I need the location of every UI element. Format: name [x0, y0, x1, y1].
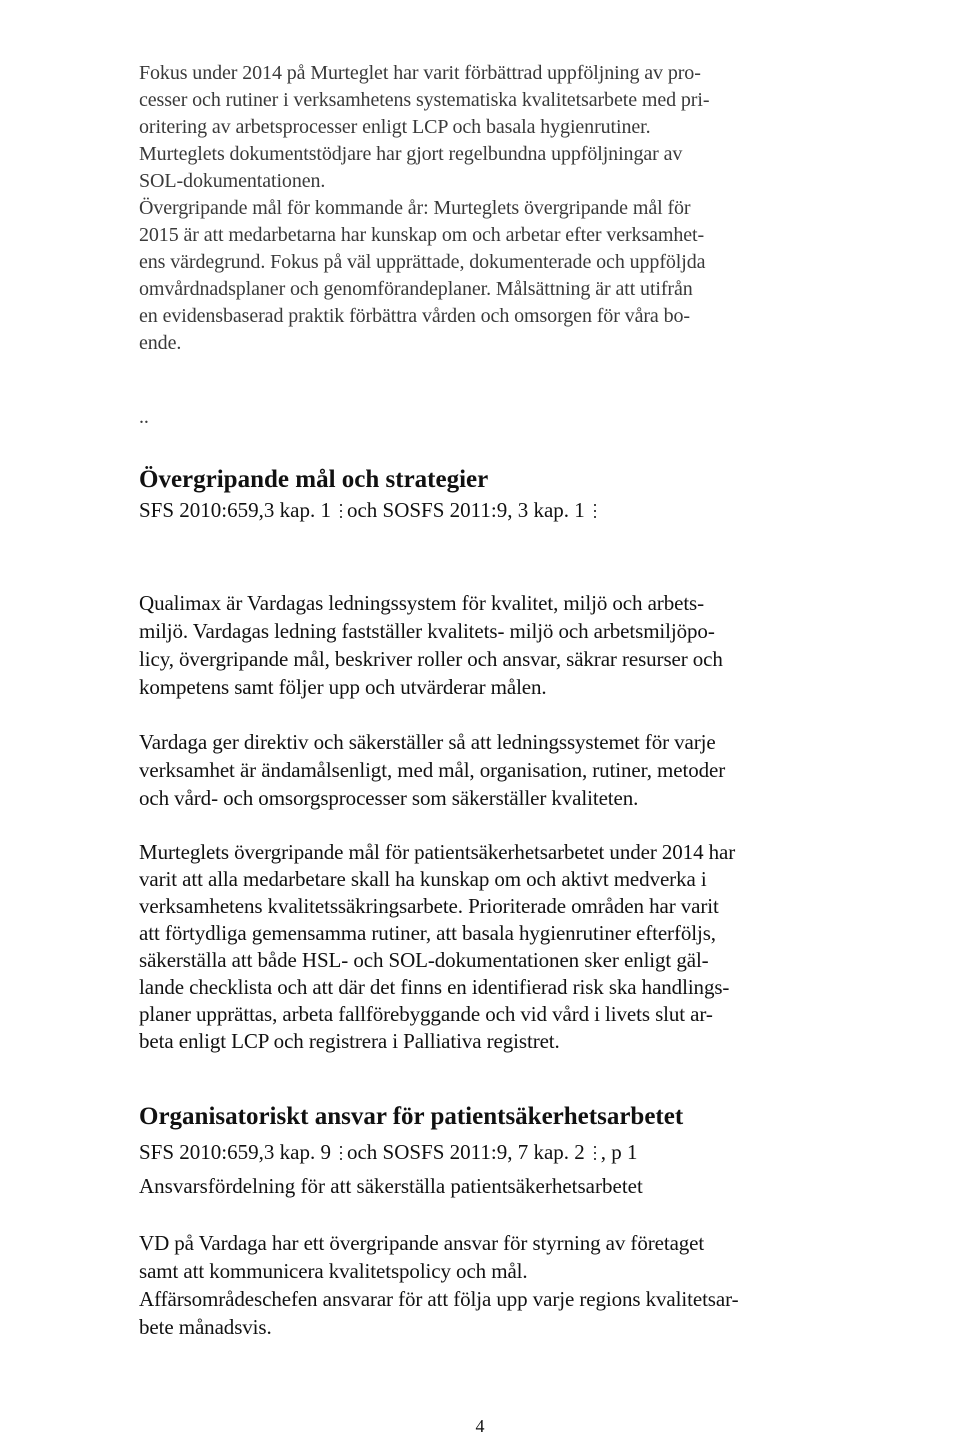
text-line: beta enligt LCP och registrera i Palliativa registret.: [139, 1029, 560, 1053]
text-line: miljö. Vardagas ledning fastställer kvalitets- miljö och arbetsmiljöpo-: [139, 619, 715, 643]
text-line: verksamhetens kvalitetssäkringsarbete. Prioriterade områden har varit: [139, 894, 719, 918]
text-line: bete månadsvis.: [139, 1315, 272, 1339]
text-line: samt att kommunicera kvalitetspolicy och mål.: [139, 1259, 528, 1283]
text-line: omvårdnadsplaner och genomförandeplaner. Målsättning är att utifrån: [139, 278, 693, 300]
text-line: Murteglets övergripande mål för patientsäkerhetsarbetet under 2014 har: [139, 840, 736, 864]
text-line: Affärsområdeschefen ansvarar för att följa upp varje regions kvalitetsar-: [139, 1287, 739, 1311]
text-line: licy, övergripande mål, beskriver roller och ansvar, säkrar resurser och: [139, 647, 723, 671]
paragraph-sign-icon: [591, 502, 599, 520]
text-line: planer upprättas, arbeta fallförebyggande och vid vård i livets slut ar-: [139, 1002, 713, 1026]
text-line: och vård- och omsorgsprocesser som säkerställer kvaliteten.: [139, 786, 639, 810]
text-line: att förtydliga gemensamma rutiner, att basala hygienrutiner efterföljs,: [139, 921, 716, 945]
text-line: Vardaga ger direktiv och säkerställer så att ledningssystemet för varje: [139, 730, 716, 754]
section-subtitle: Ansvarsfördelning för att säkerställa patientsäkerhetsarbetet: [139, 1174, 643, 1198]
text-line: cesser och rutiner i verksamhetens systematiska kvalitetsarbete med pri-: [139, 89, 710, 111]
paragraph-sign-icon: [591, 1144, 599, 1162]
section-heading-organisational-responsibility: Organisatoriskt ansvar för patientsäkerhetsarbetet: [139, 1103, 684, 1130]
text-line: Övergripande mål för kommande år: Murteglets övergripande mål för: [139, 197, 691, 219]
text-line: Murteglets dokumentstödjare har gjort regelbundna uppföljningar av: [139, 143, 683, 165]
text-line: SOL-dokumentationen.: [139, 170, 326, 192]
page-number: 4: [475, 1416, 485, 1436]
paragraph-sign-icon: [337, 502, 345, 520]
text-line: 2015 är att medarbetarna har kunskap om och arbetar efter verksamhet-: [139, 224, 705, 246]
text-line: Fokus under 2014 på Murteglet har varit förbättrad uppföljning av pro-: [139, 62, 701, 84]
dots-marker: ..: [139, 406, 149, 428]
section-heading-strategies: Övergripande mål och strategier: [139, 466, 489, 493]
text-line: Qualimax är Vardagas ledningssystem för kvalitet, miljö och arbets-: [139, 591, 705, 615]
text-line: verksamhet är ändamålsenligt, med mål, organisation, rutiner, metoder: [139, 758, 726, 782]
reference-text: SFS 2010:659,3 kap. 1: [139, 498, 331, 522]
legal-reference: [139, 497, 601, 523]
paragraph-sign-icon: [337, 1144, 345, 1162]
legal-reference: [139, 1139, 638, 1165]
reference-text: och SOSFS 2011:9, 7 kap. 2: [346, 1140, 585, 1164]
text-line: oritering av arbetsprocesser enligt LCP och basala hygienrutiner.: [139, 116, 651, 138]
text-line: varit att alla medarbetare skall ha kunskap om och aktivt medverka i: [139, 867, 707, 891]
text-line: VD på Vardaga har ett övergripande ansvar för styrning av företaget: [139, 1231, 705, 1255]
reference-text: och SOSFS 2011:9, 3 kap. 1: [346, 498, 585, 522]
reference-text: , p 1: [600, 1140, 638, 1164]
text-line: en evidensbaserad praktik förbättra vården och omsorgen för våra bo-: [139, 305, 690, 327]
text-line: ens värdegrund. Fokus på väl upprättade, dokumenterade och uppföljda: [139, 251, 706, 273]
text-line: ende.: [139, 332, 182, 354]
text-line: kompetens samt följer upp och utvärderar målen.: [139, 675, 547, 699]
text-line: säkerställa att både HSL- och SOL-dokumentationen sker enligt gäl-: [139, 948, 709, 972]
reference-text: SFS 2010:659,3 kap. 9: [139, 1140, 331, 1164]
text-line: lande checklista och att där det finns en identifierad risk ska handlings-: [139, 975, 730, 999]
